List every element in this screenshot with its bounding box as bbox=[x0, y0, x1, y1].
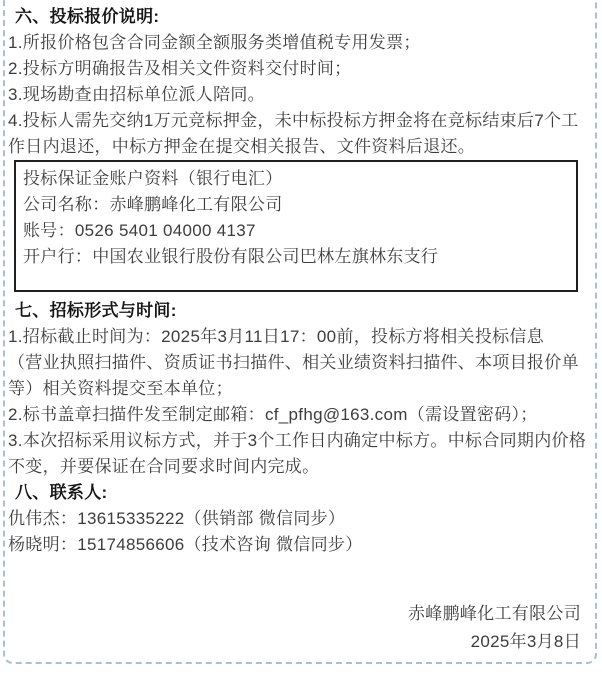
section7-line: （营业执照扫描件、资质证书扫描件、相关业绩资料扫描件、本项目报价单 bbox=[8, 353, 579, 372]
section6-line: 3.现场勘查由招标单位派人陪同。 bbox=[8, 85, 265, 104]
signature-date: 2025年3月8日 bbox=[470, 632, 581, 651]
section7-line: 3.本次招标采用议标方式，并于3个工作日内确定中标方。中标合同期内价格 bbox=[8, 431, 587, 450]
section6-line: 2.投标方明确报告及相关文件资料交付时间； bbox=[8, 59, 352, 78]
bank-box-title: 投标保证金账户资料（银行电汇） bbox=[23, 169, 283, 188]
section6-line: 1.所报价格包含合同金额全额服务类增值税专用发票； bbox=[8, 33, 421, 52]
section6-line: 作日内退还，中标方押金在提交相关报告、文件资料后退还。 bbox=[8, 137, 476, 156]
section7-heading: 七、招标形式与时间: bbox=[15, 301, 177, 320]
bank-account-number: 账号：0526 5401 04000 4137 bbox=[23, 221, 256, 240]
section7-line: 不变，并要保证在合同要求时间内完成。 bbox=[8, 457, 320, 476]
contact-line: 杨晓明：15174856606（技术咨询 微信同步） bbox=[8, 535, 363, 554]
document-content bbox=[8, 4, 590, 656]
section7-line: 等）相关资料提交至本单位； bbox=[8, 379, 233, 398]
contact-line: 仇伟杰：13615335222（供销部 微信同步） bbox=[8, 509, 346, 528]
section6-line: 4.投标人需先交纳1万元竞标押金，未中标投标方押金将在竞标结束后7个工 bbox=[8, 111, 579, 130]
section8-heading: 八、联系人: bbox=[15, 483, 108, 502]
signature-company: 赤峰鹏峰化工有限公司 bbox=[408, 604, 581, 623]
bank-branch: 开户行：中国农业银行股份有限公司巴林左旗林东支行 bbox=[23, 247, 439, 266]
bank-account-box bbox=[14, 160, 578, 292]
section7-line: 2.标书盖章扫描件发至制定邮箱：cf_pfhg@163.com（需设置密码）； bbox=[8, 405, 538, 424]
section7-line: 1.招标截止时间为：2025年3月11日17：00前，投标方将相关投标信息 bbox=[8, 327, 545, 346]
section6-heading: 六、投标报价说明: bbox=[15, 7, 160, 26]
bank-company-name: 公司名称：赤峰鹏峰化工有限公司 bbox=[23, 195, 283, 214]
signature-block bbox=[8, 600, 590, 656]
